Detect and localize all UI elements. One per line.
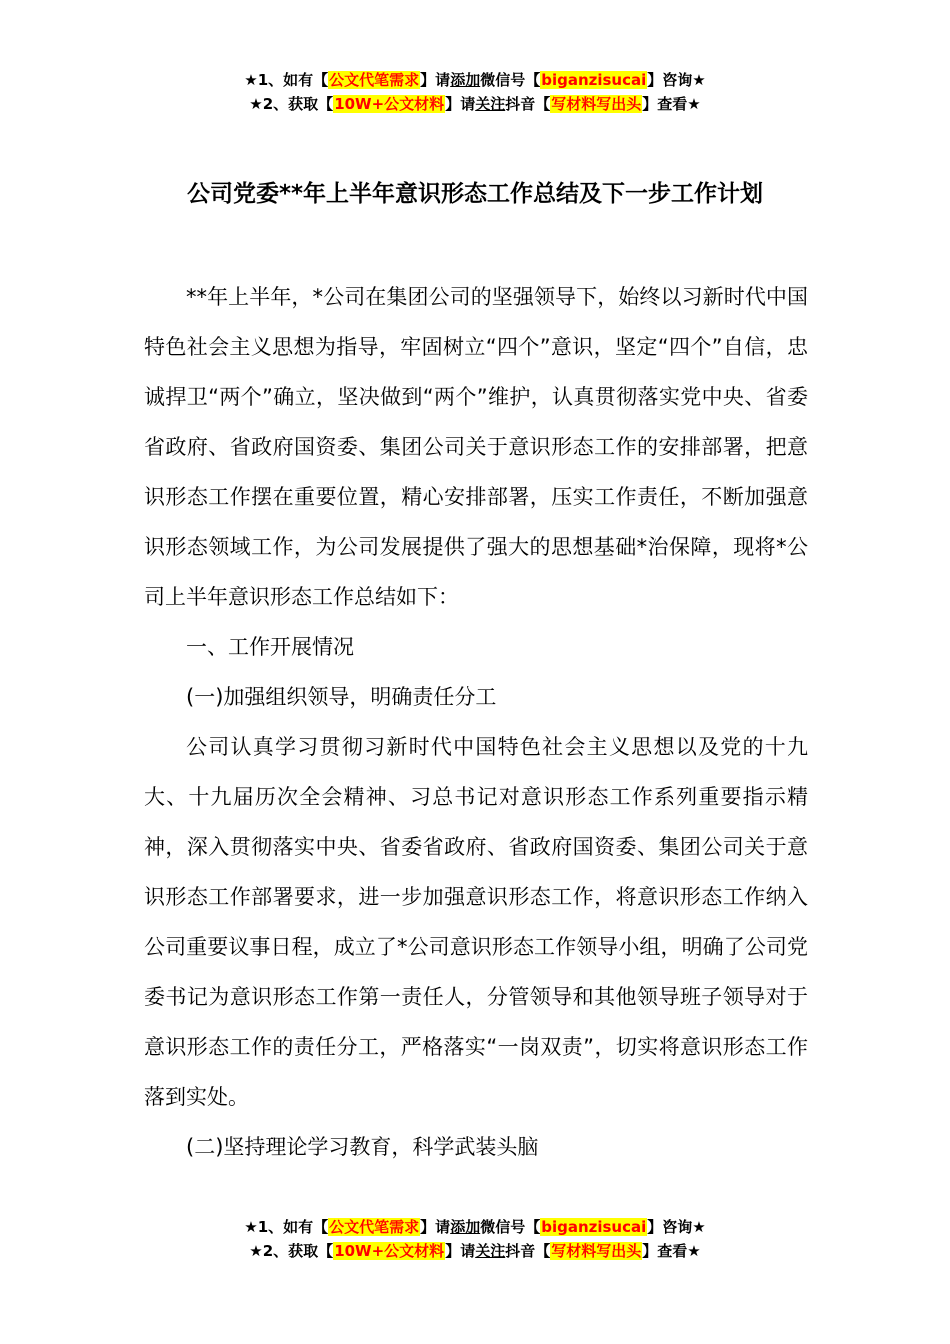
highlight-douyin-account: 写材料写出头	[551, 1242, 642, 1260]
document-title: 公司党委**年上半年意识形态工作总结及下一步工作计划	[186, 181, 764, 207]
highlight-wechat-id: biganzisucai	[541, 1218, 647, 1236]
highlight-service: 公文代笔需求	[329, 1218, 420, 1236]
promo-line-1: ★1、如有【公文代笔需求】请添加微信号【biganzisucai】咨询★	[244, 71, 706, 89]
subsection-heading-2: (二)坚持理论学习教育，科学武装头脑	[186, 1135, 539, 1159]
promo-banner-bottom	[0, 1215, 950, 1263]
highlight-materials: 10W+公文材料	[334, 95, 445, 113]
document-body	[144, 272, 808, 1172]
highlight-wechat-id: biganzisucai	[541, 71, 647, 89]
highlight-service: 公文代笔需求	[329, 71, 420, 89]
section-heading-1: 一、工作开展情况	[186, 635, 354, 659]
body-paragraph: 公司认真学习贯彻习新时代中国特色社会主义思想以及党的十九大、十九届历次全会精神、习总书记对意识形态工作系列重要指示精神，深入贯彻落实中央、省委省政府、省政府国资委、集团公司关于意识形态工作部署要求，进一步加强意识形态工作，将意识形态工作纳入公司重要议事日程，成立了*公司意识形态工作领导小组，明确了公司党委书记为意识形态工作第一责任人，分管领导和其他领导班子领导对于意识形态工作的责任分工，严格落实“一岗双责”，切实将意识形态工作落到实处。	[144, 735, 808, 1109]
highlight-douyin-account: 写材料写出头	[551, 95, 642, 113]
subsection-heading-1: (一)加强组织领导，明确责任分工	[186, 685, 497, 709]
highlight-materials: 10W+公文材料	[334, 1242, 445, 1260]
promo-line-2: ★2、获取【10W+公文材料】请关注抖音【写材料写出头】查看★	[249, 1242, 701, 1260]
promo-banner-top	[0, 68, 950, 116]
promo-line-2: ★2、获取【10W+公文材料】请关注抖音【写材料写出头】查看★	[249, 95, 701, 113]
promo-line-1: ★1、如有【公文代笔需求】请添加微信号【biganzisucai】咨询★	[244, 1218, 706, 1236]
intro-paragraph: **年上半年，*公司在集团公司的坚强领导下，始终以习新时代中国特色社会主义思想为指导，牢固树立“四个”意识，坚定“四个”自信，忠诚捍卫“两个”确立，坚决做到“两个”维护，认真贯彻落实党中央、省委省政府、省政府国资委、集团公司关于意识形态工作的安排部署，把意识形态工作摆在重要位置，精心安排部署，压实工作责任，不断加强意识形态领域工作，为公司发展提供了强大的思想基础*治保障，现将*公司上半年意识形态工作总结如下：	[144, 285, 808, 609]
